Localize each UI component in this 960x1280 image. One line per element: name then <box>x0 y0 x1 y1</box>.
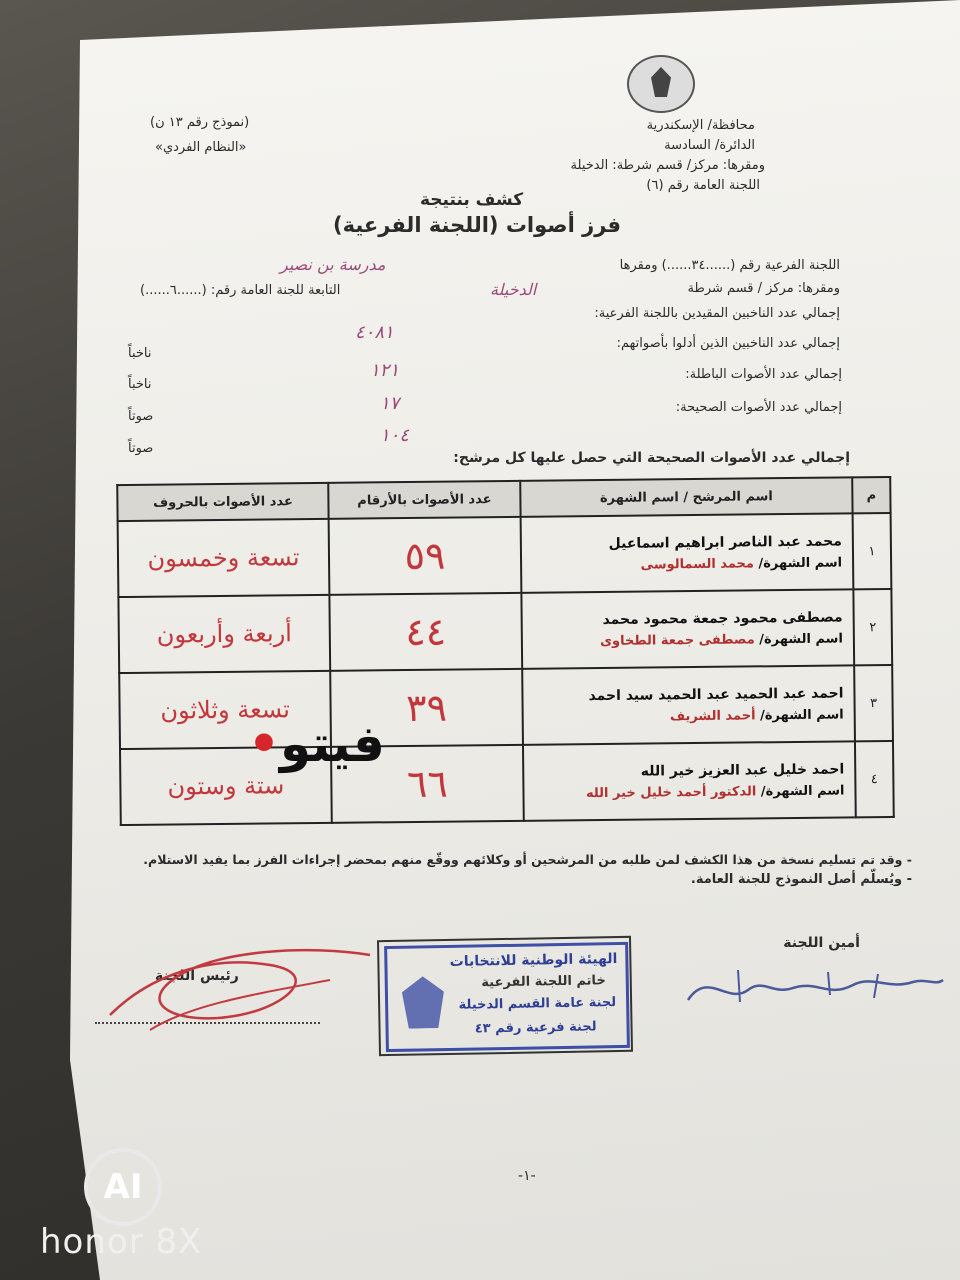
candidate-cell <box>521 513 854 592</box>
valid-unit: صوتاً <box>128 441 154 456</box>
row-index: ٤ <box>855 741 894 817</box>
stamp-line-3: لجنة عامة القسم الدخيلة <box>458 995 617 1013</box>
ai-camera-badge: AI <box>84 1148 162 1226</box>
votes-digits: ٤٤ <box>329 593 522 671</box>
candidate-cell <box>521 589 854 668</box>
nickname-label: اسم الشهرة/ <box>759 630 843 647</box>
candidate-nickname <box>524 783 854 801</box>
valid-label: إجمالي عدد الأصوات الصحيحة: <box>675 400 842 415</box>
seat: ومقرها: مركز/ قسم شرطة: الدخيلة <box>570 158 765 173</box>
candidate-nickname <box>522 555 852 573</box>
candidate-name: احمد عبد الحميد عبد الحميد سيد احمد <box>588 684 844 704</box>
invalid-unit: صوتاً <box>128 409 154 424</box>
head-signature-icon <box>90 935 390 1045</box>
stamp-line-1: الهيئة الوطنية للانتخابات <box>449 951 618 970</box>
stamp-eagle-icon <box>402 976 445 1029</box>
form-number: (نموذج رقم ١٣ ن) <box>150 115 250 130</box>
governorate: محافظة/ الإسكندرية <box>646 118 755 133</box>
secretary-signature-icon <box>678 950 948 1020</box>
row-index: ٣ <box>854 665 893 741</box>
nickname-label: اسم الشهرة/ <box>759 706 844 723</box>
sub-committee-line: اللجنة الفرعية رقم (......٣٤......) ومقرها <box>619 258 840 273</box>
egypt-emblem-icon <box>627 55 695 113</box>
registered-value: ٤٠٨١ <box>355 322 394 343</box>
nickname-label: اسم الشهرة/ <box>760 782 845 799</box>
general-committee-number: التابعة للجنة العامة رقم: (......٦......) <box>140 283 341 298</box>
candidate-name: مصطفى محمود جمعة محمود محمد <box>602 608 843 628</box>
invalid-label: إجمالي عدد الأصوات الباطلة: <box>685 367 842 382</box>
district: الدائرة/ السادسة <box>664 138 755 153</box>
valid-value: ١٠٤ <box>380 425 410 446</box>
page-number: -١- <box>518 1168 536 1184</box>
col-header-votes-digits: عدد الأصوات بالأرقام <box>328 481 520 519</box>
nickname-value: الدكتور أحمد خليل خير الله <box>585 783 757 801</box>
candidate-nickname <box>523 631 853 649</box>
note-line-1: - وقد تم تسليم نسخة من هذا الكشف لمن طلبه من المرشحين أو وكلائهم ووقّع منهم بمحضر إجراءات الفرز بما يفيد الاستلام. <box>143 852 912 867</box>
nickname-value: محمد السمالوسى <box>640 555 755 573</box>
stamp-line-4: لجنة فرعية رقم ٤٣ <box>474 1019 597 1037</box>
nickname-label: اسم الشهرة/ <box>758 554 843 571</box>
table-row <box>118 513 892 597</box>
sub-committee-seat-handwritten: مدرسة بن نصير <box>280 255 386 274</box>
registered-label: إجمالي عدد الناخبين المقيدين باللجنة الفرعية: <box>594 306 840 321</box>
seat-line: ومقرها: مركز / قسم شرطة <box>687 281 840 296</box>
watermark-dot-icon: • <box>248 715 280 773</box>
voted-value: ١٢١ <box>370 360 400 381</box>
candidate-name: احمد خليل عبد العزيز خير الله <box>640 760 845 780</box>
table-row <box>119 665 893 749</box>
head-label: رئيس اللجنة <box>155 968 239 984</box>
candidate-nickname <box>524 707 854 725</box>
stamp-line-2: خاتم اللجنة الفرعية <box>481 973 606 991</box>
general-committee: اللجنة العامة رقم (٦) <box>646 178 760 193</box>
results-table <box>116 476 895 826</box>
electoral-system: «النظام الفردي» <box>155 140 247 155</box>
camera-brand-watermark: honor 8X <box>40 1222 203 1262</box>
nickname-value: أحمد الشريف <box>669 707 756 724</box>
invalid-value: ١٧ <box>380 393 400 414</box>
votes-words: تسعة وخمسون <box>118 519 330 597</box>
votes-words: أربعة وأربعون <box>118 595 330 673</box>
secretary-label: أمين اللجنة <box>783 935 860 951</box>
votes-digits: ٦٦ <box>331 745 524 823</box>
candidate-name: محمد عبد الناصر ابراهيم اسماعيل <box>608 532 842 552</box>
nickname-value: مصطفى جمعة الطخاوى <box>600 631 755 649</box>
page-title: فرز أصوات (اللجنة الفرعية) <box>333 213 622 237</box>
votes-digits: ٣٩ <box>330 669 523 747</box>
title-line-1: كشف بنتيجة <box>420 190 524 210</box>
votes-digits: ٥٩ <box>329 517 522 595</box>
vito-watermark <box>248 715 385 773</box>
row-index: ١ <box>853 513 892 589</box>
candidate-cell <box>522 665 855 744</box>
watermark-text: فيتو <box>279 715 385 773</box>
votes-words: تسعة وثلاثون <box>119 671 331 749</box>
votes-words: ستة وستون <box>120 747 332 825</box>
table-row <box>120 741 894 825</box>
col-header-votes-words: عدد الأصوات بالحروف <box>117 483 328 521</box>
registered-unit: ناخباً <box>128 346 152 361</box>
candidate-cell <box>523 741 856 820</box>
seat-handwritten: الدخيلة <box>490 280 537 299</box>
per-candidate-label: إجمالي عدد الأصوات الصحيحة التي حصل عليها كل مرشح: <box>453 450 850 466</box>
committee-stamp <box>384 942 630 1052</box>
note-line-2: - ويُسلّم أصل النموذج للجنة العامة. <box>690 872 912 887</box>
table-row <box>118 589 892 673</box>
col-header-candidate: اسم المرشح / اسم الشهرة <box>520 477 852 516</box>
row-index: ٢ <box>853 589 892 665</box>
col-header-index: م <box>852 477 890 513</box>
voted-label: إجمالي عدد الناخبين الذين أدلوا بأصواتهم: <box>616 336 840 351</box>
stamp-frame <box>377 936 633 1056</box>
voted-unit: ناخباً <box>128 377 152 392</box>
